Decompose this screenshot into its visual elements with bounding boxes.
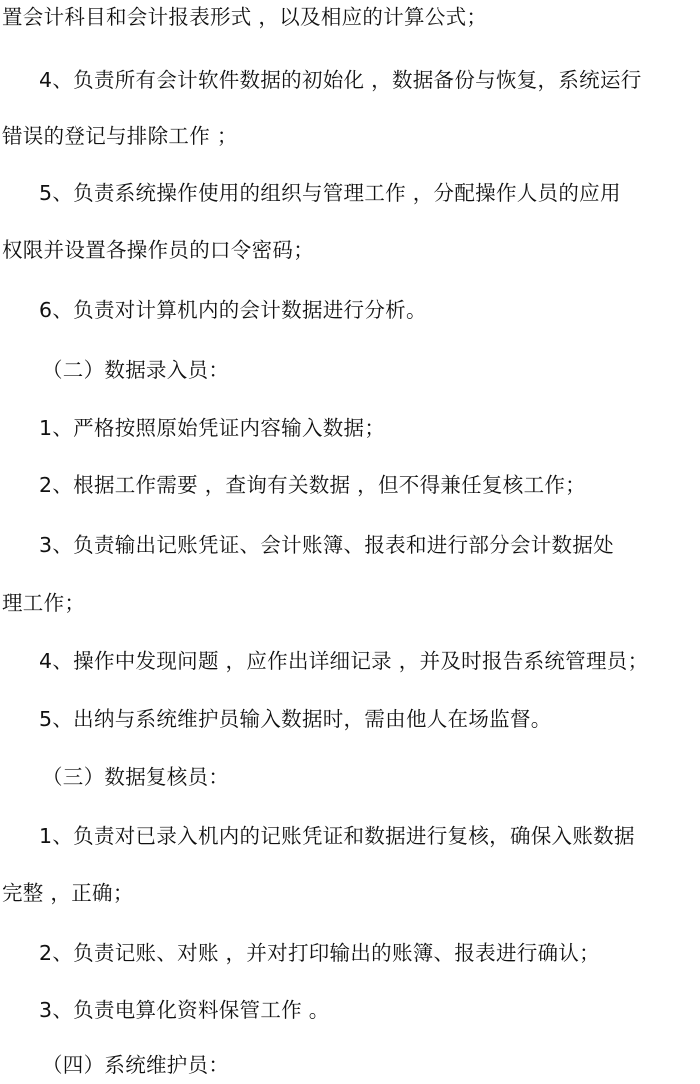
text-line-3: 错误的登记与排除工作 ； (2, 124, 238, 148)
text-line-16: 完整 ，正确； (2, 881, 134, 905)
section-heading-4: （四）系统维护员： (42, 1053, 230, 1077)
text-line-15: 1、负责对已录入机内的记账凭证和数据进行复核，确保入账数据 (39, 824, 635, 848)
text-line-1: 置会计科目和会计报表形式 ，以及相应的计算公式； (2, 5, 488, 29)
text-line-13: 5、出纳与系统维护员输入数据时，需由他人在场监督。 (39, 707, 552, 731)
text-line-9: 2、根据工作需要 ，查询有关数据 ，但不得兼任复核工作； (39, 473, 586, 497)
text-line-11: 理工作； (2, 591, 86, 615)
section-heading-2: （二）数据录入员： (42, 358, 230, 382)
text-line-18: 3、负责电算化资料保管工作 。 (39, 998, 330, 1022)
text-line-5: 权限并设置各操作员的口令密码； (2, 238, 314, 262)
text-line-4: 5、负责系统操作使用的组织与管理工作 ，分配操作人员的应用 (39, 181, 621, 205)
text-line-6: 6、负责对计算机内的会计数据进行分析。 (39, 298, 427, 322)
section-heading-3: （三）数据复核员： (42, 765, 230, 789)
text-line-12: 4、操作中发现问题 ，应作出详细记录 ，并及时报告系统管理员； (39, 649, 649, 673)
text-line-10: 3、负责输出记账凭证、会计账簿、报表和进行部分会计数据处 (39, 533, 614, 557)
text-line-8: 1、严格按照原始凭证内容输入数据； (39, 416, 386, 440)
text-line-17: 2、负责记账、对账 ，并对打印输出的账簿、报表进行确认； (39, 941, 600, 965)
text-line-2: 4、负责所有会计软件数据的初始化 ，数据备份与恢复，系统运行 (39, 68, 642, 92)
